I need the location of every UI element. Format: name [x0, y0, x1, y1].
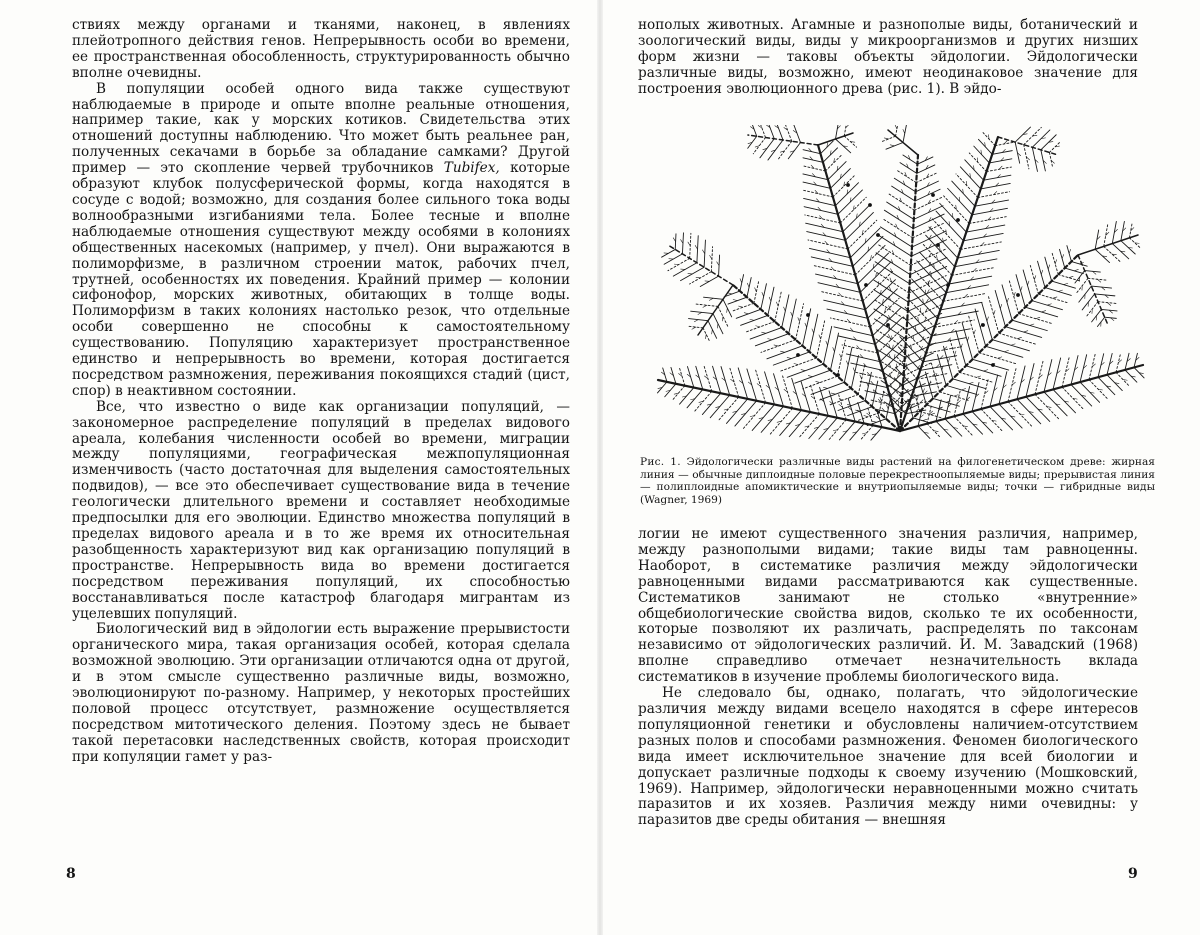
paragraph: ствиях между органами и тканями, наконец, в явлениях плейотропного действия генов. Непрерывность особи во времени, ее пространственная обособленность, структурированность обычно вполне очевидны. — [72, 18, 570, 82]
figure-caption-text: Эйдологически различные виды растений на филогенетическом древе: жирная линия — обычные диплоидные половые перекрестноопыляемые виды; прерывистая линия — полиплоидные апомиктические и внутриопыляемые виды; точки — гибридные виды (Wagner, 1969) — [640, 456, 1155, 506]
paragraph-text: В популяции особей одного вида также существуют наблюдаемые в природе и опыте вполне реальные отношения, например такие, как у морских котиков. Свидетельства этих отношений доступны наблюдению. Что может быть реальнее ран, полученных секачами в борьбе за обладание самками? Другой пример — это скопление червей трубочников — [72, 81, 570, 177]
latin-term: Tubifex, — [444, 160, 500, 176]
right-page — [600, 0, 1200, 935]
right-page-top-text — [638, 18, 1138, 98]
paragraph: Не следовало бы, однако, полагать, что эйдологические различия между видами всецело находятся в сфере интересов популяционной генетики и обусловлены наличием-отсутствием разных полов и способами размножения. Феномен биологического вида имеет исключительное значение для всей биологии и допускает различные подходы к своему изучению (Мошковский, 1969). Например, эйдологически неравноценными можно считать паразитов и их хозяев. Различия между ними очевидны: у паразитов две среды обитания — внешняя — [638, 686, 1138, 829]
paragraph-text: которые образуют клубок полусферической формы, когда находятся в сосуде с водой; возможно, для создания более сильного тока воды волнообразными изгибаниями тела. Более тесные и вполне наблюдаемые отношения существуют между особями в колониях общественных насекомых (например, у пчел). Они выражаются в полиморфизме, в различном строении маток, рабочих пчел, трутней, особенностях их поведения. Крайний пример — колонии сифонофор, морских животных, обитающих в толще воды. Полиморфизм в таких колониях настолько резок, что отдельные особи совершенно не способны к самостоятельному существованию. Популяцию характеризует пространственное единство и непрерывность во времени, которая достигается посредством размножения, переживания покоящихся стадий (цист, спор) в неактивном состоянии. — [72, 160, 570, 399]
phylogenetic-tree-figure — [638, 125, 1158, 443]
paragraph: логии не имеют существенного значения различия, например, между разнополыми видами; такие виды там равноценны. Наоборот, в систематике различия между эйдологически равноценными видами рассматриваются как существенные. Систематиков занимают не столько «внутренние» общебиологические свойства видов, сколько те их особенности, которые позволяют их различать, распределять по таксонам независимо от эйдологических различий. И. М. Завадский (1968) вполне справедливо отмечает незначительность вклада систематиков в изучение проблемы биологического вида. — [638, 527, 1138, 686]
left-page — [0, 0, 600, 935]
paragraph: нополых животных. Агамные и разнополые виды, ботанический и зоологический виды, виды у микроорганизмов и других низших форм жизни — таковы объекты эйдологии. Эйдологически различные виды, возможно, имеют неодинаковое значение для построения эволюционного древа (рис. 1). В эйдо- — [638, 18, 1138, 98]
figure-caption — [640, 456, 1155, 506]
right-page-bottom-text — [638, 527, 1138, 829]
page-number: 9 — [1128, 866, 1138, 882]
book-spread — [0, 0, 1200, 935]
paragraph — [72, 82, 570, 400]
page-number: 8 — [66, 866, 76, 882]
left-page-text-column — [72, 18, 570, 766]
phylogenetic-tree-illustration — [638, 125, 1158, 443]
paragraph: Биологический вид в эйдологии есть выражение прерывистости органического мира, такая организация особей, которая сделала возможной эволюцию. Эти организации отличаются одна от другой, и в этом смысле существенно различные виды, возможно, эволюционируют по-разному. Например, у некоторых простейших половой процесс отсутствует, размножение осуществляется посредством митотического деления. Поэтому здесь не бывает такой перетасовки наследственных свойств, которая происходит при копуляции гамет у раз- — [72, 622, 570, 765]
figure-caption-label: Рис. 1. — [640, 456, 681, 468]
paragraph: Все, что известно о виде как организации популяций, — закономерное распределение популяций в пределах видового ареала, колебания численности особей во времени, миграции между популяциями, географическая межпопуляционная изменчивость (часто достаточная для выделения самостоятельных подвидов), — все это обеспечивает существование вида в течение геологически длительного времени и составляет необходимые предпосылки для его эволюции. Единство множества популяций в пределах видового ареала и в то же время их относительная разобщенность характеризуют вид как организацию популяций в пространстве. Непрерывность вида во времени достигается посредством переживания популяций, их способностью восстанавливаться после катастроф благодаря мигрантам из уцелевших популяций. — [72, 400, 570, 623]
